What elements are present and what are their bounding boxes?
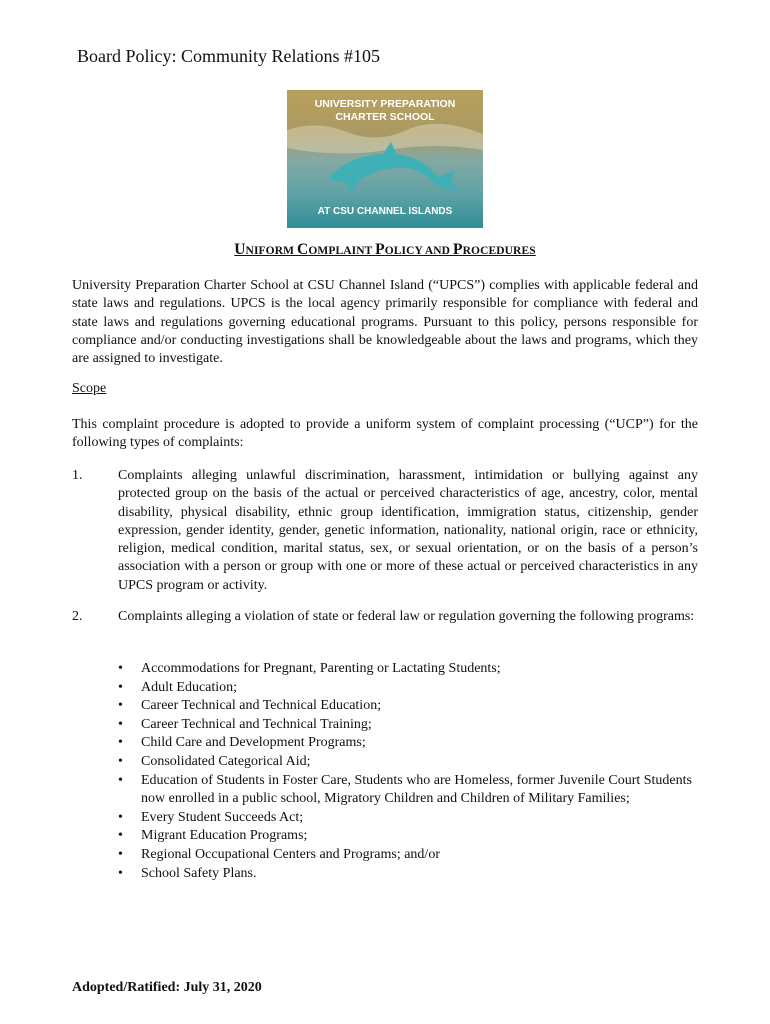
list-item [118, 753, 698, 772]
list-item [118, 827, 698, 846]
list-item [118, 697, 698, 716]
item-text: Complaints alleging unlawful discrimination, harassment, intimidation or bullying against any protected group on the basis of the actual or perceived characteristics of age, ancestry, color, mental disability, physical disability, ethnic group identification, immigration status, citizenship, gender expression, gender identity, gender, genetic information, nationality, national origin, race or ethnicity, religion, medical condition, marital status, sex, or sexual orientation, or on the basis of a person’s association with a person or group with one or more of these actual or perceived characteristics in any UPCS program or activity. [118, 468, 698, 593]
list-item-text: Adult Education; [141, 679, 238, 695]
list-item-text: Consolidated Categorical Aid; [141, 753, 311, 769]
document-title [0, 241, 770, 259]
title-part: OMPLAINT [308, 245, 376, 257]
school-logo [287, 90, 483, 228]
list-item-text: School Safety Plans. [141, 865, 257, 881]
title-part: NIFORM [245, 245, 298, 257]
list-item [118, 809, 698, 828]
complaint-item-1 [72, 467, 698, 595]
item-text: Complaints alleging a violation of state or federal law or regulation governing the following programs: [118, 609, 695, 624]
programs-list [118, 660, 698, 883]
bullet-icon: • [118, 661, 123, 676]
title-part: OLICY AND [384, 245, 454, 257]
list-item [118, 734, 698, 753]
list-item-text: Accommodations for Pregnant, Parenting or Lactating Students; [141, 661, 501, 676]
list-item-text: Career Technical and Technical Training; [141, 716, 372, 732]
list-item-text: Migrant Education Programs; [141, 828, 308, 844]
bullet-icon: • [118, 698, 123, 714]
list-item-text: Education of Students in Foster Care, Students who are Homeless, former Juvenile Court Students now enrolled in a public school, Migratory Children and Children of Military Families; [141, 772, 692, 807]
list-item-text: Career Technical and Technical Education; [141, 698, 382, 714]
scope-paragraph: This complaint procedure is adopted to provide a uniform system of complaint processing (“UCP”) for the following types of complaints: [72, 417, 698, 451]
list-item [118, 772, 698, 809]
bullet-icon: • [118, 753, 123, 769]
list-item [118, 865, 698, 884]
title-part: U [234, 241, 246, 258]
logo-line3: AT CSU CHANNEL ISLANDS [317, 206, 453, 217]
title-part: P [453, 241, 463, 258]
list-item [118, 846, 698, 865]
logo-line2: CHARTER SCHOOL [335, 111, 435, 123]
bullet-icon: • [118, 735, 123, 751]
list-item [118, 660, 698, 679]
policy-header: Board Policy: Community Relations #105 [77, 46, 380, 66]
complaint-item-2 [72, 608, 698, 626]
adoption-date: Adopted/Ratified: July 31, 2020 [72, 980, 262, 995]
logo-line1: UNIVERSITY PREPARATION [314, 98, 456, 110]
bullet-icon: • [118, 865, 123, 881]
item-number: 1. [72, 468, 83, 483]
bullet-icon: • [118, 716, 123, 732]
item-number: 2. [72, 609, 83, 624]
title-part: ROCEDURES [462, 245, 536, 257]
bullet-icon: • [118, 828, 123, 844]
intro-paragraph: University Preparation Charter School at CSU Channel Island (“UPCS”) complies with applicable federal and state laws and regulations. UPCS is the local agency primarily responsible for compliance with federal and state laws and regulations governing educational programs. Pursuant to this policy, persons responsible for compliance and/or conducting investigations shall be knowledgeable about the laws and programs, which they are assigned to investigate. [72, 278, 698, 367]
list-item [118, 716, 698, 735]
list-item-text: Child Care and Development Programs; [141, 735, 366, 751]
list-item-text: Every Student Succeeds Act; [141, 809, 304, 825]
title-part: C [297, 241, 309, 258]
title-part: P [375, 241, 385, 258]
bullet-icon: • [118, 679, 123, 695]
scope-heading: Scope [72, 381, 107, 396]
list-item [118, 679, 698, 698]
logo-graphic [287, 90, 483, 228]
bullet-icon: • [118, 772, 123, 788]
bullet-icon: • [118, 809, 123, 825]
list-item-text: Regional Occupational Centers and Programs; and/or [141, 846, 440, 862]
bullet-icon: • [118, 846, 123, 862]
